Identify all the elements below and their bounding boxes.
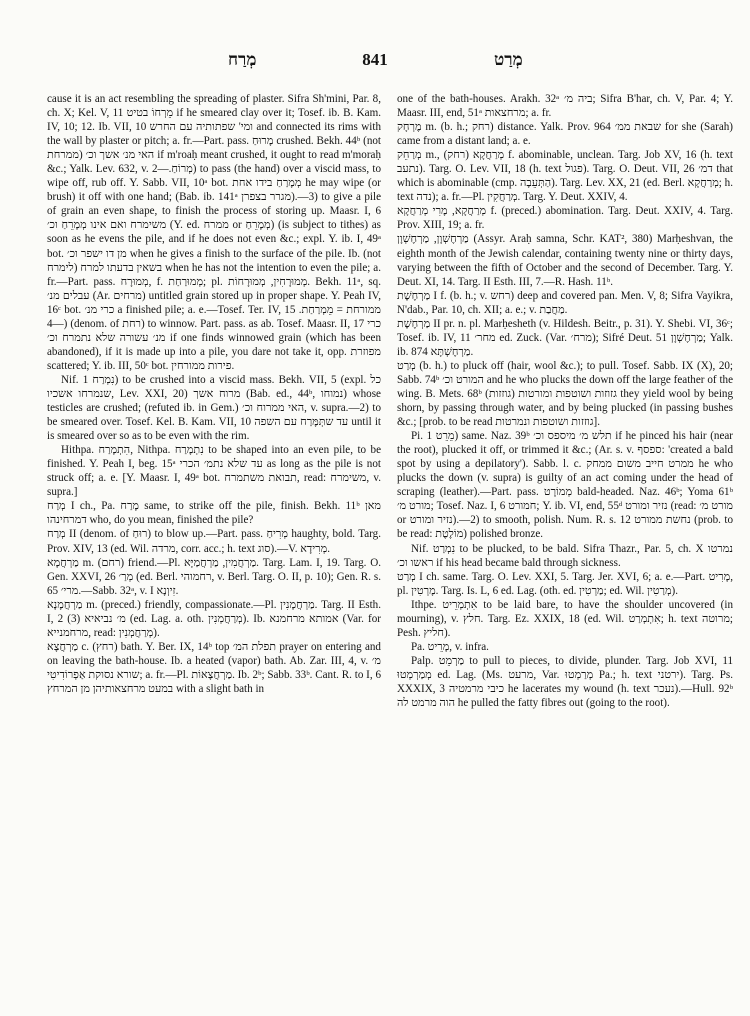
entry-paragraph: מַרְחֲצָא c. (רחץ) bath. Y. Ber. IX, 14ᵇ top תפלת המ׳ prayer on entering and on leaving the bath-house. Ib. a heated (vapor) bath. Ab. Zar. III, 4, v. מ׳ שורא נסוקת אַפְרוֹדִיטִי; a. fr.—Pl. מַרְחֲצָאוֹת. Ib. 2ᵇ; Sabb. 33ᵇ. Cant. R. to I, 6 במעט מרחצאותיהן מן המרחץ with a slight bath in [47,640,381,695]
entry-paragraph: מְרַח II (denom. of רוּחַ) to blow up.—Part. pass. מְרִיחַ haughty, bold. Targ. Prov. XIV, 13 (ed. Wil. מרדה, corr. acc.; h. text סוג).—V. מְרִידָא. [47,528,381,555]
entry-paragraph: Ithpe. אִתְמְרֵיט to be laid bare, to have the shoulder uncovered (in mourning), v. חלץ. Targ. Ez. XXIX, 18 (ed. Wil. אִתְמְרַט; h. text מרוטה; Pesh. חליץ). [397,598,733,639]
entry-paragraph: Pa. מָרֵיט, v. infra. [411,640,489,653]
right-column [397,92,733,1002]
entry-paragraph: מַרְחֲמָנָא m. (preced.) friendly, compassionate.—Pl. מַרְחֲמָנִין. Targ. II Esth. I, 2 (3) מ׳ נביאיא (ed. Lag. a. oth. מְרַחֲמְנִין). Ib. אמותא מרחמנא (Var. for מרחמנייא, read: מְרַחֲמְנִין). [47,598,381,639]
right-running-headword: מְרַט [494,50,523,69]
entry-paragraph: מַרְחֶשֶׁת II pr. n. pl. Marḥesheth (v. Hildesh. Beitr., p. 31). Y. Shebi. VI, 36ᶜ; Tosef. ib. IV, 11 מחר׳ ed. Zuck. (Var. מרח׳); Sifré Deut. 51 מַרְחֶשְׁוָן; Yalk. ib. 874 מַרְחֶשְׁתָּא. [397,317,733,358]
entry-paragraph: מְרַחֵק m., מְרַחֲקָא (רחק) f. abominable, unclean. Targ. Job XV, 16 (h. text נתעב). Targ. O. Lev. VII, 18 (h. text פגול). Targ. O. Deut. VII, 26 דמ׳ that which is abominable (cmp. הַתְּעֵבָה). Targ. Lev. XX, 21 (ed. Berl. מְרַחֲקָא; h. text נדה); a. fr.—Pl. מְרַחֲקִין. Targ. Y. Deut. XXIV, 4. [397,149,733,204]
page-number: 841 [362,50,388,69]
left-running-headword: מְרַח [228,50,257,69]
entry-paragraph: מְרַט (b. h.) to pluck off (hair, wool &c.); to pull. Tosef. Sabb. IX (X), 20; Sabb. 74ᵇ המורט וכ׳ and he who plucks the down off the large feather of the wing. B. Mets. 68ᵇ גזוזות ושוטפות ומורטות (גוזזות) they yield wool by being shorn, by passing through water, and by being plucked (in passing bushes &c.; [prob. to be read גוזזות ושוטפות ונמרטות]. [397,359,733,429]
entry-paragraph: מְרַחֲקָא, מָרִי מְרַחֲקָא f. (preced.) abomination. Targ. Deut. XXIV, 4. Targ. Prov. XIII, 19; a. fr. [397,205,733,232]
entry-paragraph: Nif. נִמְרַט to be plucked, to be bald. Sifra Thazr., Par. 5, ch. X נמרטו ראשו וכ׳ if his head became bald through sickness. [397,542,733,569]
entry-paragraph: Hithpa. הִתְמָרַח, Nithpa. נִתְמָרַח to be shaped into an even pile, to be finished. Y. Peah I, beg. 15ᵃ עד שלא נתמ׳ הכרי as long as the pile is not struck off; a. e. [Y. Maasr. I, 49ᵃ bot. תבואת משתמרח, read: משימרח, v. supra.] [47,444,381,499]
entry-paragraph: מְרַח I ch., Pa. מָרַח same, to strike off the pile, finish. Bekh. 11ᵇ מאן דמרחינהו who, do you mean, finished the pile? [47,500,381,527]
entry-paragraph: Nif. נִמְרַח 1) to be crushed into a viscid mass. Bekh. VII, 5 (expl. כל שנמרחו אשכיו, Lev. XXI, 20) מרוח אשך (Bab. ed., 44ᵇ, נמוחו) whose testicles are crushed; (refuted ib. in Gem.) האי ממרוח וכ׳, v. supra.—2) to be smeared over. Tosef. Kel. B. Kam. VII, 10 עד שתְּמָּרַח עם השפה until it is smeared over so as to be even with the rim. [47,373,381,443]
entry-paragraph: מַרְחֶשְׁוָן, מַרְחֶשְׁוָן (Assyr. Araḥ samna, Schr. KAT², 380) Marḥeshvan, the eighth month of the Jewish calendar, containing twenty nine or thirty days, varying between the fifth of October and the second of December. Targ. Y. Deut. XI, 14. Targ. II Esth. III, 7.—R. Hash. 11ᵇ. [397,233,733,288]
entry-paragraph: מַרְחֲמָא m. (רחם) friend.—Pl. מַרְחֲמִין, מַרְחֲמַיָּא. Targ. Lam. I, 19. Targ. O. Gen. XXVI, 26 מְרַ׳ (ed. Berl. רחמוהי, v. Berl. Targ. O. II, p. 10); Gen. R. s. 65 מרי׳.—Sabb. 32ᵃ, v. I זִיוְנָא. [47,556,381,597]
entry-paragraph: cause it is an act resembling the spreading of plaster. Sifra Sh'mini, Par. 8, ch. X; Kel. V, 11 מֵרְחוֹ בטיט if he smeared clay over it; Tosef. ib. B. Kam. IV, 10; 12. Ib. VII, 10 ומי' שפתותיה עם החרש and connected its rims with the wall by plaster or pitch; a. fr.—Part. pass. מָרוּחַ crushed. Bekh. 44ᵇ (not ממרחת) האי מנ׳ אשך וכ׳ if m'roaḥ meant crushed, it ought to read m'moraḥ &c.; Yalk. Lev. 632, v. מְרוֹחַ.—2) to pass (the hand) over a viscid mass, to wipe off, rub off. Y. Sabb. VII, 10ᵃ bot. מְמָרַחַ בידו אחת he may wipe (or brush) it off with one hand; (Bab. ib. 141ᵃ מגרר בצפרן).—3) to give a pile of grain an even shape, to finish the process of storing up. Maasr. I, 6 משימרח ואם אינו מְמָרֵחַ וכ׳ (Y. ed. ממרח or מְמָרֵחַ) (is subject to tithes) as soon as he evens the pile, and if he does not even &c.; expl. Y. ib. I, 49ᵃ bot. מן דו ישפר וכ׳ when he gives a finish to the surface of the pile. Ib. (not לימרח) בשאין בדעתו למרח when he has not the intention to even the pile; a. fr.—Part. pass. מְמוּרָח, f. מְמוּרַחַת; pl. מְמוּרָחִין, מְמוּרָחוֹת. Bekh. 11ᵃ, sq. עבלים מנ׳ (Ar. מרחים) untitled grain stored up in proper shape. Y. Peah IV, 16ᶜ bot. כרי מנ׳ a finished pile; a. e.—Tosef. Ter. IV, 15 ממורחת = מֵמְרַחַת.—4) (denom. of רחת) to winnow. Part. pass. as ab. Tosef. Maasr. II, 17 כרי מנ׳ עשורה שלא נתמרח וכ׳ if one finds winnowed grain (which has been abandoned), if it is made up into a pile, you dare not take it, opp. מפוזרת scattered; Y. ib. III, 50ᶜ bot. פירות ממורחין. [47,93,381,372]
entry-paragraph: Pi. מֵרֵט 1) same. Naz. 39ᵇ תלש מ׳ מיספס וכ׳ if he pinced his hair (near the root), plucked it off, or trimmed it &c.; (Ar. s. v. ספסף: 'created a bald spot by using a depilatory'). Sabb. l. c. ממרט חייב משום ממחק he who plucks the down (v. supra) is guilty of an act coming under the head of scraping (leather).—Part. pass. מְמוֹרָט bald-headed. Naz. 46ᵇ; Yoma 61ᵇ מורט מ׳; Tosef. Naz. I, 6 חמורט; Y. ib. VI, end, 55ᵈ נזיר ומורט (read: מורט מ׳ or נזיר ומורט).—2) to smooth, polish. Num. R. s. 12 נחשת ממורט (prob. to be read: מוֹלֶטֶת) polished bronze. [397,430,733,541]
entry-paragraph: מֶרְחָק m. (b. h.; רחק) distance. Yalk. Prov. 964 שבאת ממ׳ for she (Sarah) came from a distant land; a. e. [397,121,733,148]
entry-paragraph: מְרַט I ch. same. Targ. O. Lev. XXI, 5. Targ. Jer. XVI, 6; a. e.—Part. מָרִיט, pl. מָרְטִין. Targ. Is. L, 6 ed. Lag. (oth. ed. מַרְטִין; ed. Wil. מְרַטִין). [397,570,733,597]
entry-paragraph: one of the bath-houses. Arakh. 32ᵃ ביה מ׳; Sifra B'har, ch. V, Par. 4; Y. Maasr. III, end, 51ᵃ מרחצאות; a. fr. [397,93,733,120]
entry-paragraph: מַרְחֶשֶׁת I f. (b. h.; v. רחש) deep and covered pan. Men. V, 8; Sifra Vayikra, N'dab., Par. 10, ch. XII; a. e.; v. מַחֲבַת. [397,289,733,316]
entry-paragraph: Palp. מַרְמֵט to pull to pieces, to divide, plunder. Targ. Job XVI, 11 מְמַרְמְטוּ ed. Lag. (Ms. מרעט, Var. מְרַמְטוּ Pa.; h. text ירטני). Targ. Ps. XXXIX, 3 כיבי מרמטיה he lacerates my wound (h. text נעכר).—Hull. 92ᵇ הוה מרמט לה he pulled the fatty fibres out (going to the root). [397,654,733,710]
left-column [47,92,381,1002]
page-header [0,50,750,72]
